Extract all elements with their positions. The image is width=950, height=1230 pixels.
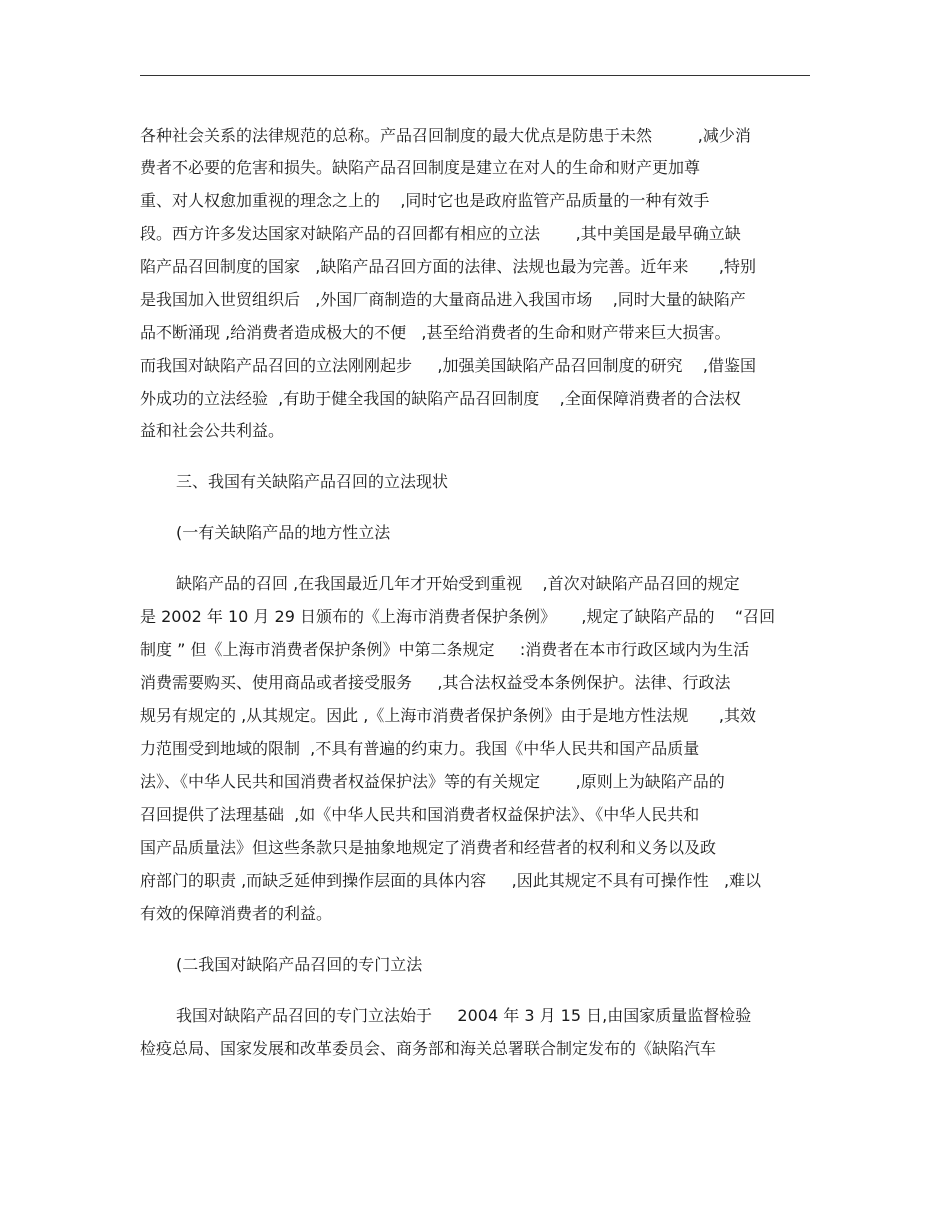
body-line: 是 2002 年 10 月 29 日颁布的《上海市消费者保护条例》 ,规定了缺陷产品的 “召回 bbox=[140, 607, 776, 626]
body-line: 而我国对缺陷产品召回的立法刚刚起步 ,加强美国缺陷产品召回制度的研究 ,借鉴国 bbox=[140, 356, 756, 375]
body-line: 制度 ” 但《上海市消费者保护条例》中第二条规定 :消费者在本市行政区域内为生活 bbox=[140, 640, 750, 659]
body-line: 检疫总局、国家发展和改革委员会、商务部和海关总署联合制定发布的《缺陷汽车 bbox=[140, 1039, 717, 1058]
subsection-heading: (二我国对缺陷产品召回的专门立法 bbox=[176, 955, 423, 974]
body-line: 品不断涌现 ,给消费者造成极大的不便 ,甚至给消费者的生命和财产带来巨大损害。 bbox=[140, 323, 731, 342]
body-line: 规另有规定的 ,从其规定。因此 ,《上海市消费者保护条例》由于是地方性法规 ,其效 bbox=[140, 706, 756, 725]
subsection-heading: (一有关缺陷产品的地方性立法 bbox=[176, 523, 391, 542]
body-line: 府部门的职责 ,而缺乏延伸到操作层面的具体内容 ,因此其规定不具有可操作性 ,难以 bbox=[140, 871, 762, 890]
body-line: 力范围受到地域的限制 ,不具有普遍的约束力。我国《中华人民共和国产品质量 bbox=[140, 739, 700, 758]
section-heading: 三、我国有关缺陷产品召回的立法现状 bbox=[176, 472, 449, 491]
header-rule bbox=[140, 75, 810, 76]
body-line: 有效的保障消费者的利益。 bbox=[140, 904, 333, 923]
body-line: 外成功的立法经验 ,有助于健全我国的缺陷产品召回制度 ,全面保障消费者的合法权 bbox=[140, 389, 741, 408]
body-line: 国产品质量法》但这些条款只是抽象地规定了消费者和经营者的权利和义务以及政 bbox=[140, 838, 717, 857]
body-line: 重、对人权愈加重视的理念之上的 ,同时它也是政府监管产品质量的一种有效手 bbox=[140, 191, 710, 210]
body-line: 陷产品召回制度的国家 ,缺陷产品召回方面的法律、法规也最为完善。近年来 ,特别 bbox=[140, 257, 756, 276]
body-line: 缺陷产品的召回 ,在我国最近几年才开始受到重视 ,首次对缺陷产品召回的规定 bbox=[176, 574, 740, 593]
body-line: 是我国加入世贸组织后 ,外国厂商制造的大量商品进入我国市场 ,同时大量的缺陷产 bbox=[140, 290, 746, 309]
body-line: 各种社会关系的法律规范的总称。产品召回制度的最大优点是防患于未然 ,减少消 bbox=[140, 126, 751, 145]
body-line: 段。西方许多发达国家对缺陷产品的召回都有相应的立法 ,其中美国是最早确立缺 bbox=[140, 224, 741, 243]
body-line: 召回提供了法理基础 ,如《中华人民共和国消费者权益保护法》、《中华人民共和 bbox=[140, 805, 700, 824]
body-line: 我国对缺陷产品召回的专门立法始于 2004 年 3 月 15 日,由国家质量监督检验 bbox=[176, 1006, 752, 1025]
body-line: 消费需要购买、使用商品或者接受服务 ,其合法权益受本条例保护。法律、行政法 bbox=[140, 673, 731, 692]
body-line: 费者不必要的危害和损失。缺陷产品召回制度是建立在对人的生命和财产更加尊 bbox=[140, 158, 701, 177]
body-line: 法》、《中华人民共和国消费者权益保护法》等的有关规定 ,原则上为缺陷产品的 bbox=[140, 772, 725, 791]
body-line: 益和社会公共利益。 bbox=[140, 421, 285, 440]
